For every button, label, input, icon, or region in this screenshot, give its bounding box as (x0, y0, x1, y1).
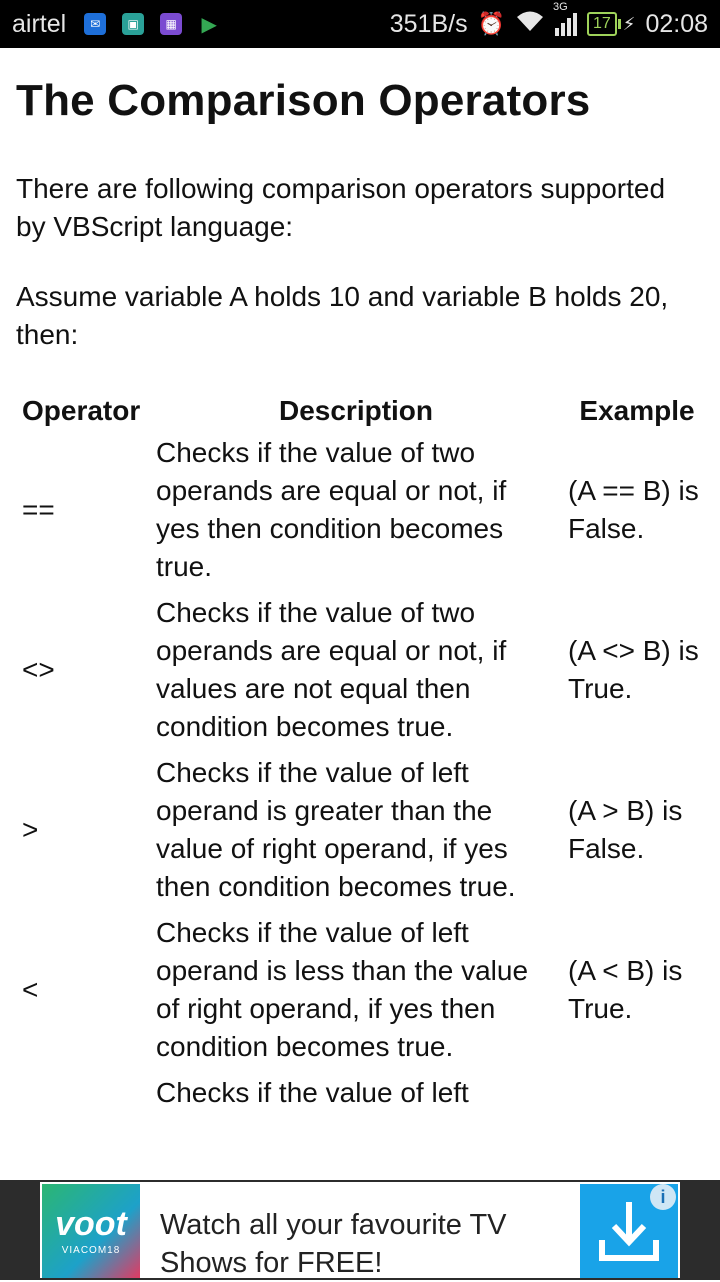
signal-icon (553, 0, 577, 36)
play-store-icon: ▶ (201, 13, 217, 36)
table-header-row (16, 388, 712, 434)
clock: 02:08 (645, 9, 708, 38)
description-cell: Checks if the value of two operands are equal or not, if values are not equal then condition becomes true. (156, 597, 507, 742)
ad-info-icon[interactable]: i (650, 1184, 676, 1210)
carrier-label: airtel (12, 9, 67, 38)
header-example: Example (579, 395, 695, 426)
table-row (16, 1074, 712, 1120)
table-row (16, 914, 712, 1074)
gallery-notification-icon: ▦ (160, 13, 182, 35)
ad-banner[interactable] (0, 1180, 720, 1280)
status-bar (0, 0, 720, 48)
page-content[interactable] (0, 48, 720, 1180)
app-notification-icon: ✉ (84, 13, 106, 35)
intro-paragraph: There are following comparison operators supported by VBScript language: (16, 173, 666, 242)
wifi-icon (515, 9, 545, 40)
example-cell (562, 1074, 712, 1120)
table-row (16, 754, 712, 914)
example-cell: (A > B) is False. (568, 795, 683, 864)
operator-cell: == (22, 494, 55, 525)
header-operator: Operator (22, 395, 141, 426)
battery-indicator (587, 12, 635, 36)
charging-icon: ⚡ (622, 13, 636, 34)
operator-cell (16, 1074, 150, 1120)
logo-subtext: VIACOM18 (61, 1244, 121, 1256)
operators-table (16, 388, 712, 1120)
table-row (16, 434, 712, 594)
example-cell: (A <> B) is True. (568, 635, 699, 704)
description-cell: Checks if the value of left operand is less than the value of right operand, if yes then condition becomes true. (156, 917, 529, 1062)
android-notification-icon: ▣ (122, 13, 144, 35)
description-cell: Checks if the value of left (156, 1077, 469, 1108)
description-cell: Checks if the value of two operands are equal or not, if yes then condition becomes true. (156, 437, 507, 582)
header-description: Description (278, 395, 434, 426)
page-title: The Comparison Operators (16, 76, 591, 125)
logo-text: voot (55, 1204, 127, 1243)
voot-logo[interactable] (42, 1184, 140, 1278)
table-row (16, 594, 712, 754)
assumption-paragraph: Assume variable A holds 10 and variable B holds 20, then: (16, 281, 669, 350)
example-cell: (A < B) is True. (568, 955, 683, 1024)
network-type-label: 3G (553, 0, 568, 13)
alarm-icon: ⏰ (477, 11, 505, 36)
example-cell: (A == B) is False. (568, 475, 699, 544)
operator-cell: > (22, 814, 39, 845)
battery-level: 17 (587, 12, 617, 36)
ad-content[interactable] (40, 1182, 680, 1278)
description-cell: Checks if the value of left operand is greater than the value of right operand, if yes then condition becomes true. (156, 757, 516, 902)
ad-headline[interactable]: Watch all your favourite TV Shows for FREE! (160, 1209, 507, 1279)
operator-cell: <> (22, 654, 55, 685)
operator-cell: < (22, 974, 39, 1005)
network-speed: 351B/s (389, 9, 468, 38)
